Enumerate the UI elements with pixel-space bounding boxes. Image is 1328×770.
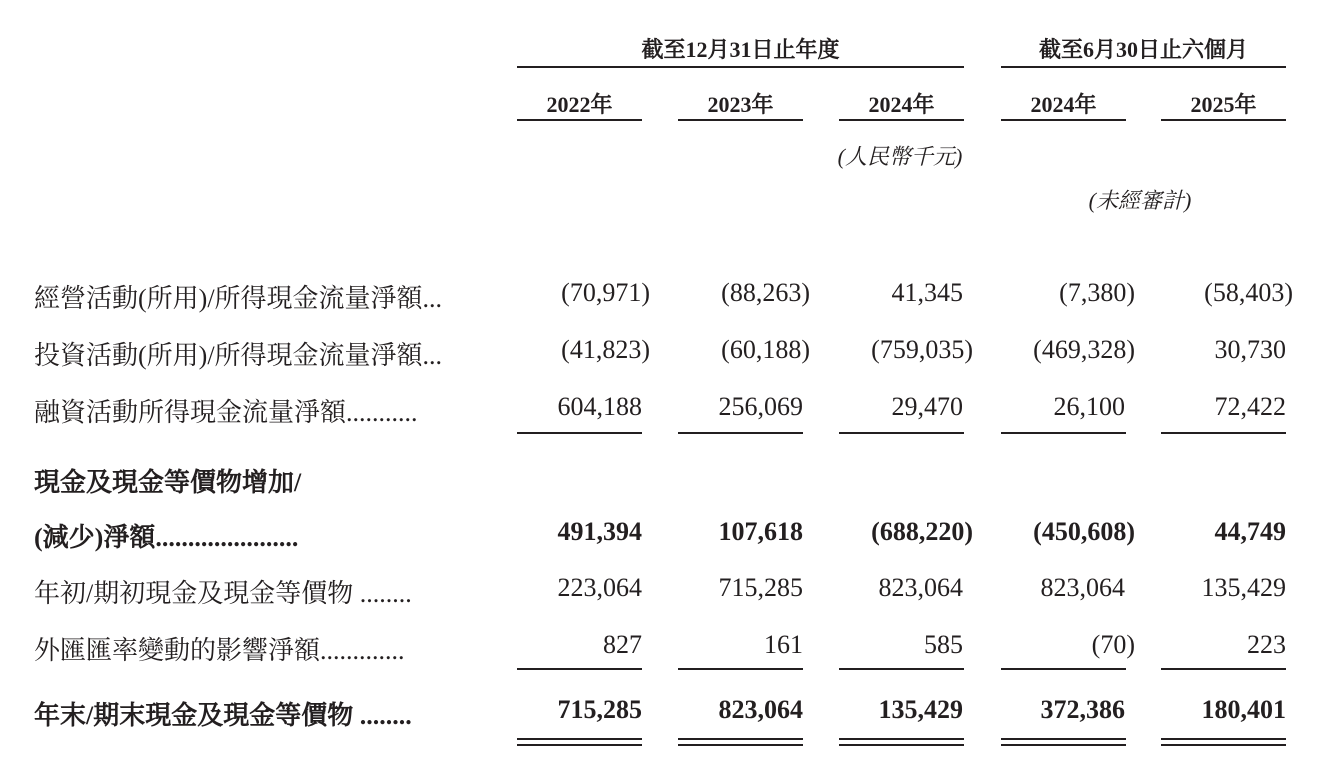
row-label-financing: 融資活動所得現金流量淨額........... [34, 398, 418, 427]
period-header-year-end-rule [517, 66, 964, 68]
cell: (469,328) [1033, 335, 1135, 364]
cell: 180,401 [1201, 695, 1286, 724]
cell: 223 [1247, 630, 1286, 659]
double-rule-top-1 [517, 738, 642, 740]
currency-unit-note: (人民幣千元) [837, 144, 963, 169]
double-rule-top-3 [839, 738, 964, 740]
cell: 30,730 [1214, 335, 1286, 364]
year-rule-5 [1161, 119, 1286, 121]
row-label-operating: 經營活動(所用)/所得現金流量淨額... [34, 284, 443, 313]
double-rule-bottom-4 [1001, 744, 1126, 746]
cell: 823,064 [718, 695, 803, 724]
row-label-opening-cash: 年初/期初現金及現金等價物 ........ [34, 579, 412, 608]
total-rule-2 [678, 668, 803, 670]
period-header-six-months-rule [1001, 66, 1286, 68]
subtotal-rule-5 [1161, 432, 1286, 434]
cell: 41,345 [891, 278, 963, 307]
cell: 72,422 [1214, 392, 1286, 421]
cell: 107,618 [718, 517, 803, 546]
cell: 223,064 [557, 573, 642, 602]
cell: 29,470 [891, 392, 963, 421]
cell: 604,188 [557, 392, 642, 421]
subtotal-rule-1 [517, 432, 642, 434]
cell: (70) [1091, 630, 1135, 659]
cell: 135,429 [1201, 573, 1286, 602]
row-label-investing: 投資活動(所用)/所得現金流量淨額... [34, 341, 443, 370]
period-header-six-months: 截至6月30日止六個月 [1038, 37, 1248, 62]
year-header-5: 2025年 [1190, 92, 1257, 117]
double-rule-bottom-3 [839, 744, 964, 746]
row-label-net-change-line2: (減少)淨額...................... [34, 523, 299, 552]
cell: (70,971) [561, 278, 650, 307]
double-rule-bottom-1 [517, 744, 642, 746]
cell: 823,064 [1040, 573, 1125, 602]
total-rule-4 [1001, 668, 1126, 670]
cell: (759,035) [871, 335, 973, 364]
year-rule-2 [678, 119, 803, 121]
year-header-2: 2023年 [707, 92, 774, 117]
cell: (60,188) [721, 335, 810, 364]
cell: 491,394 [557, 517, 642, 546]
cell: (688,220) [871, 517, 973, 546]
total-rule-3 [839, 668, 964, 670]
cell: 823,064 [878, 573, 963, 602]
total-rule-1 [517, 668, 642, 670]
row-label-net-change-line1: 現金及現金等價物增加/ [34, 468, 302, 497]
cell: 256,069 [718, 392, 803, 421]
subtotal-rule-2 [678, 432, 803, 434]
subtotal-rule-4 [1001, 432, 1126, 434]
double-rule-top-4 [1001, 738, 1126, 740]
cell: 715,285 [718, 573, 803, 602]
row-label-closing-cash: 年末/期末現金及現金等價物 ........ [34, 701, 412, 730]
double-rule-bottom-2 [678, 744, 803, 746]
cell: (58,403) [1204, 278, 1293, 307]
double-rule-bottom-5 [1161, 744, 1286, 746]
year-rule-4 [1001, 119, 1126, 121]
double-rule-top-2 [678, 738, 803, 740]
cell: 372,386 [1040, 695, 1125, 724]
cell: 44,749 [1214, 517, 1286, 546]
cell: 827 [603, 630, 642, 659]
year-header-1: 2022年 [546, 92, 613, 117]
year-rule-3 [839, 119, 964, 121]
cell: 135,429 [878, 695, 963, 724]
cell: 26,100 [1053, 392, 1125, 421]
total-rule-5 [1161, 668, 1286, 670]
year-header-3: 2024年 [868, 92, 935, 117]
period-header-year-end: 截至12月31日止年度 [641, 37, 840, 62]
cell: 161 [764, 630, 803, 659]
cell: (88,263) [721, 278, 810, 307]
cell: 715,285 [557, 695, 642, 724]
subtotal-rule-3 [839, 432, 964, 434]
year-header-4: 2024年 [1030, 92, 1097, 117]
year-rule-1 [517, 119, 642, 121]
double-rule-top-5 [1161, 738, 1286, 740]
cell: (7,380) [1059, 278, 1135, 307]
cell: 585 [924, 630, 963, 659]
row-label-fx-effect: 外匯匯率變動的影響淨額............. [34, 636, 405, 665]
cell: (450,608) [1033, 517, 1135, 546]
cell: (41,823) [561, 335, 650, 364]
unaudited-note: (未經審計) [1088, 188, 1192, 213]
